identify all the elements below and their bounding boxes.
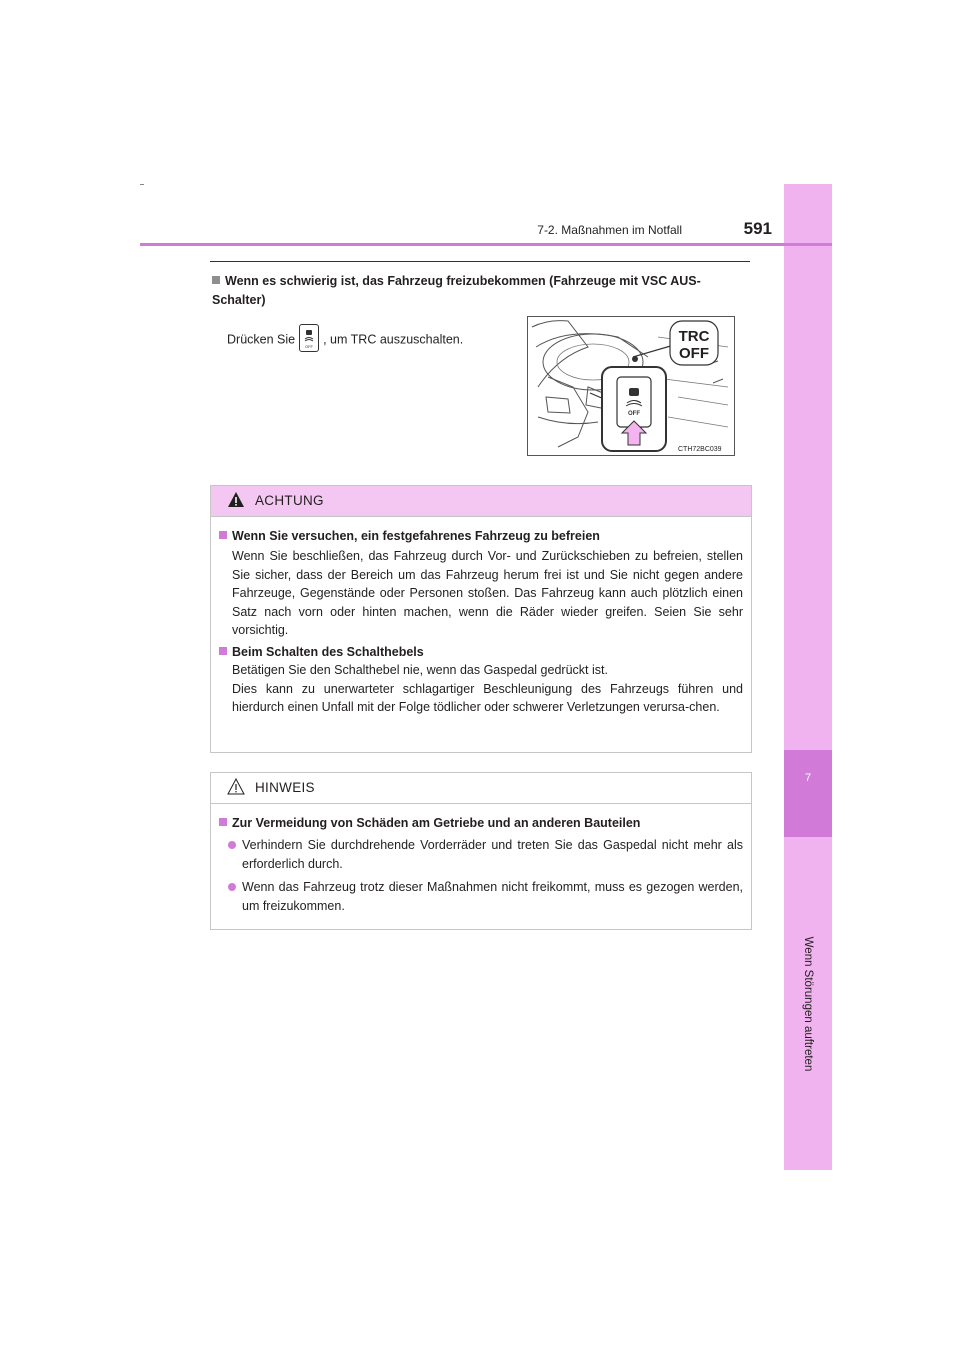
intro-instruction xyxy=(227,326,463,354)
caution-item-2-heading: Beim Schalten des Schalthebels xyxy=(232,645,424,659)
page-number: 591 xyxy=(743,219,772,238)
square-bullet-icon xyxy=(219,647,227,655)
caution-item-2-heading-row xyxy=(219,645,743,659)
caution-title: ACHTUNG xyxy=(255,493,324,508)
caution-item-2-text-1: Betätigen Sie den Schalthebel nie, wenn das Gaspedal gedrückt ist. xyxy=(232,663,608,677)
switch-off-label: OFF xyxy=(305,344,314,349)
square-bullet-icon xyxy=(219,531,227,539)
dot-bullet-icon xyxy=(228,841,236,849)
caution-item-1-text: Wenn Sie beschließen, das Fahrzeug durch Vor- und Zurückschieben zu befreien, stellen Sie sicher, dass der Bereich um das Fahrzeug herum frei ist und Sie nicht gegen andere Fahrzeuge, Gegenstände oder Personen stoßen. Das Fahrzeug kann auch plötzlich einen Satz nach vorn oder hinten machen, wenn die Räder wieder greifen. Seien Sie sehr vorsichtig. xyxy=(232,549,743,637)
chapter-title: Wenn Störungen auftreten xyxy=(802,936,814,1072)
note-title: HINWEIS xyxy=(255,780,315,795)
caution-item-2-text-2: Dies kann zu unerwarteter schlagartiger Beschleunigung des Fahrzeugs führen und hierdurch einen Unfall mit der Folge tödlicher oder schwerer Verletzungen verursa-chen. xyxy=(232,681,743,714)
switch-label: OFF xyxy=(628,411,640,417)
dashboard-illustration xyxy=(527,316,735,456)
intro-heading-block xyxy=(212,272,752,310)
intro-heading: Wenn es schwierig ist, das Fahrzeug freizubekommen (Fahrzeuge mit VSC AUS-Schalter) xyxy=(212,274,701,307)
intro-text-after: , um TRC auszuschalten. xyxy=(323,332,464,347)
note-bullet-1 xyxy=(221,836,743,873)
note-bullet-1-text: Verhindern Sie durchdrehende Vorderräder und treten Sie das Gaspedal nicht mehr als erforderlich durch. xyxy=(242,838,743,871)
caution-box xyxy=(210,485,752,753)
chapter-number: 7 xyxy=(804,772,812,784)
note-header xyxy=(211,773,751,804)
note-box xyxy=(210,772,752,930)
warning-icon xyxy=(227,491,245,513)
caution-item-1-heading-row xyxy=(219,529,743,543)
callout-off: OFF xyxy=(679,345,709,362)
square-bullet-icon xyxy=(219,818,227,826)
square-bullet-icon xyxy=(212,276,220,284)
corner-mark xyxy=(140,184,144,185)
caution-item-1-heading: Wenn Sie versuchen, ein festgefahrenes Fahrzeug zu befreien xyxy=(232,529,600,543)
note-bullet-2 xyxy=(221,878,743,915)
header-section-title: 7-2. Maßnahmen im Notfall xyxy=(537,223,682,237)
caution-header xyxy=(211,486,751,517)
dot-bullet-icon xyxy=(228,883,236,891)
caution-item-1 xyxy=(219,529,743,640)
notice-triangle-icon xyxy=(227,778,245,800)
intro-text-before: Drücken Sie xyxy=(227,332,296,347)
vsc-off-switch-icon xyxy=(299,324,319,352)
note-heading-row xyxy=(219,816,743,830)
caution-item-2 xyxy=(219,645,743,717)
header-rule xyxy=(140,243,832,246)
image-code: CTH72BC039 xyxy=(678,446,722,453)
callout-trc: TRC xyxy=(678,328,710,345)
note-bullet-2-text: Wenn das Fahrzeug trotz dieser Maßnahmen nicht freikommt, muss es gezogen werden, um freizukommen. xyxy=(242,880,743,913)
note-heading: Zur Vermeidung von Schäden am Getriebe und an anderen Bauteilen xyxy=(232,816,641,830)
section-rule xyxy=(210,261,750,262)
side-chapter-tab-active xyxy=(784,750,832,837)
